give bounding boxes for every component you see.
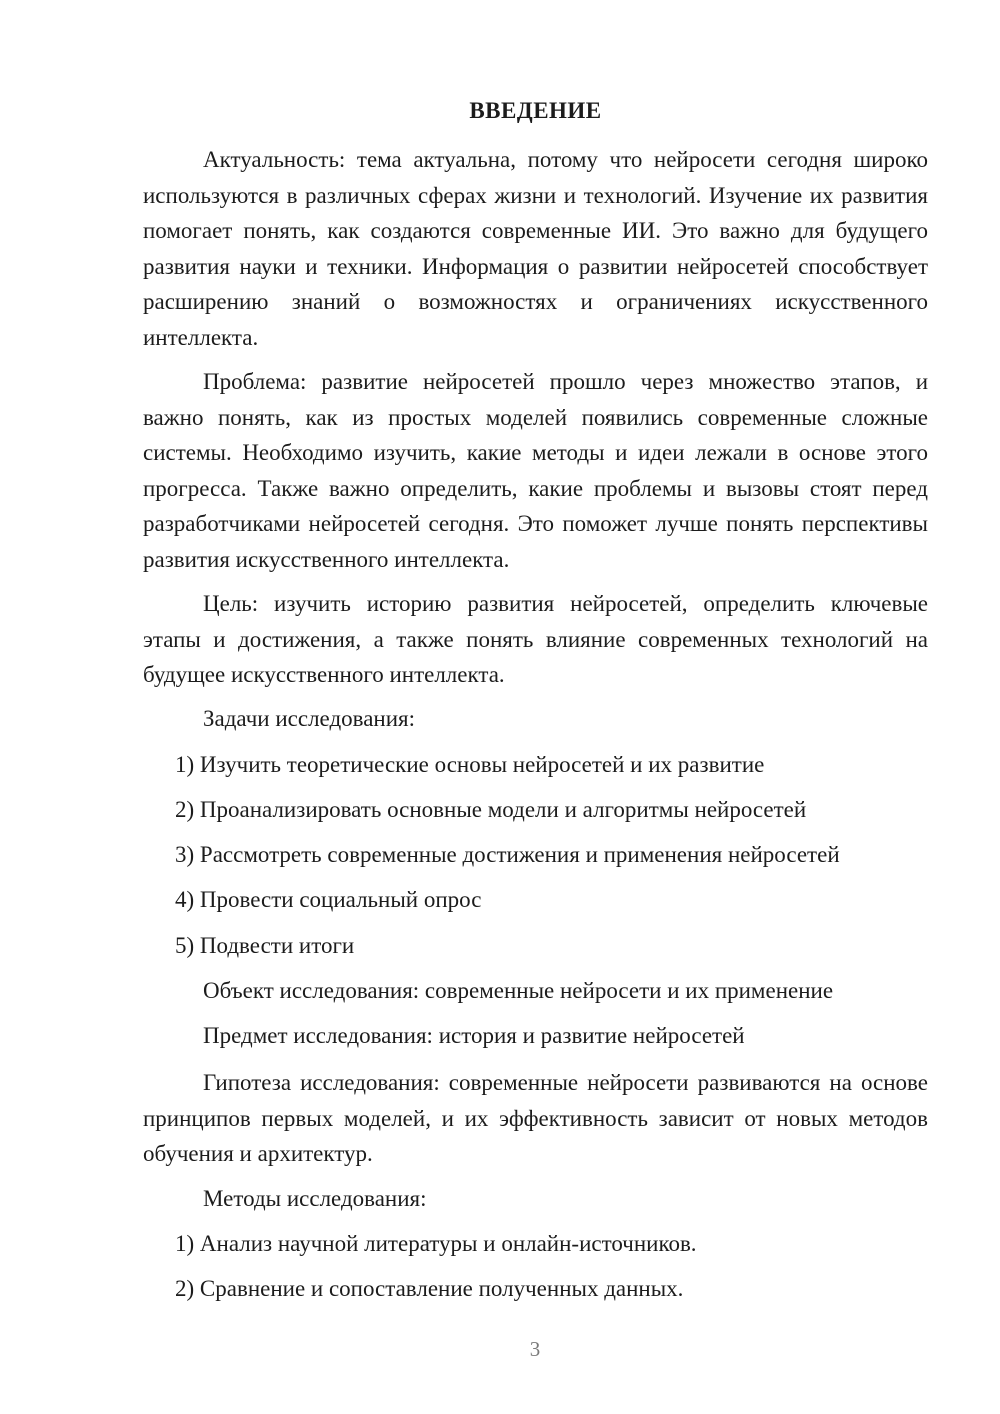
method-item: 2) Сравнение и сопоставление полученных данных.	[175, 1276, 684, 1301]
page-number: 3	[529, 1337, 541, 1361]
task-item: 5) Подвести итоги	[175, 933, 355, 958]
methods-heading: Методы исследования:	[203, 1186, 427, 1211]
problem-paragraph: Проблема: развитие нейросетей прошло через множество этапов, и важно понять, как из простых моделей появились современные сложные системы. Необходимо изучить, какие методы и идеи лежали в основе этого прогресса. Также важно определить, какие проблемы и вызовы стоят перед разработчиками нейросетей сегодня. Это поможет лучше понять перспективы развития искусственного интеллекта.	[143, 369, 928, 572]
method-item: 1) Анализ научной литературы и онлайн-источников.	[175, 1231, 697, 1256]
page-title: ВВЕДЕНИЕ	[469, 98, 602, 123]
hypothesis-paragraph: Гипотеза исследования: современные нейросети развиваются на основе принципов первых моделей, и их эффективность зависит от новых методов обучения и архитектур.	[143, 1070, 928, 1166]
research-subject: Предмет исследования: история и развитие нейросетей	[203, 1023, 745, 1048]
task-item: 2) Проанализировать основные модели и алгоритмы нейросетей	[175, 797, 807, 822]
task-item: 4) Провести социальный опрос	[175, 887, 482, 912]
goal-paragraph: Цель: изучить историю развития нейросетей, определить ключевые этапы и достижения, а также понять влияние современных технологий на будущее искусственного интеллекта.	[143, 591, 928, 687]
task-item: 1) Изучить теоретические основы нейросетей и их развитие	[175, 752, 765, 777]
task-item: 3) Рассмотреть современные достижения и применения нейросетей	[175, 842, 840, 867]
research-object: Объект исследования: современные нейросети и их применение	[203, 978, 834, 1003]
tasks-heading: Задачи исследования:	[203, 706, 416, 731]
relevance-paragraph: Актуальность: тема актуальна, потому что нейросети сегодня широко используются в различных сферах жизни и технологий. Изучение их развития помогает понять, как создаются современные ИИ. Это важно для будущего развития науки и техники. Информация о развитии нейросетей способствует расширению знаний о возможностях и ограничениях искусственного интеллекта.	[143, 147, 928, 350]
